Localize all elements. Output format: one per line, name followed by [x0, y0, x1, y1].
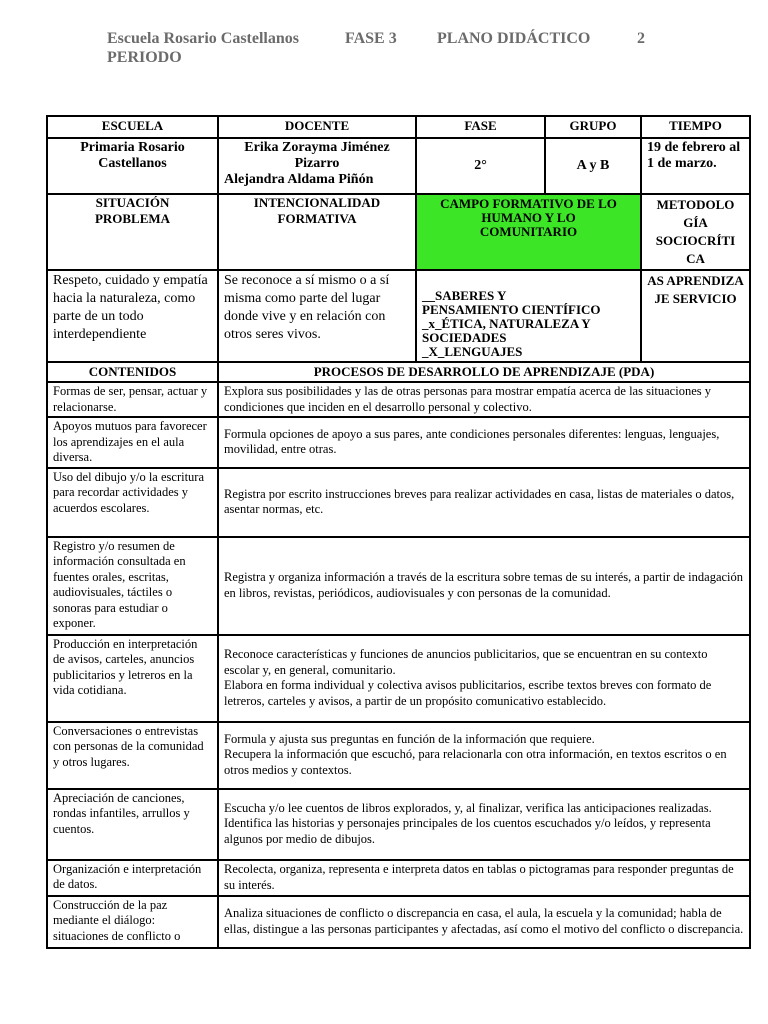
document-header [107, 29, 707, 67]
pda-text: Recolecta, organiza, representa e interpreta datos en tablas o pictogramas para responder preguntas de su interés. [224, 862, 734, 892]
value-docente [218, 138, 416, 194]
campo-pensamiento: PENSAMIENTO CIENTÍFICO [422, 302, 601, 317]
pda-cell [218, 468, 750, 537]
pda-text: Escucha y/o lee cuentos de libros explorados, y, al finalizar, verifica las anticipaciones realizadas. [224, 800, 712, 815]
pda-text: Analiza situaciones de conflicto o discrepancia en casa, el aula, la escuela y la comunidad; habla de ellas, distingue a las personas participantes y afectadas, así como el motivo del conflicto o discrepancia. [224, 906, 744, 936]
table-row [47, 896, 750, 948]
value-tiempo: 19 de febrero al 1 de marzo. [641, 138, 750, 194]
docente-2: Alejandra Aldama Piñón [224, 172, 374, 187]
header-plan: PLANO DIDÁCTICO [437, 30, 591, 47]
didactic-plan-table [46, 115, 751, 949]
header-tiempo: TIEMPO [641, 116, 750, 138]
header-fase: FASE [416, 116, 545, 138]
pda-cell [218, 860, 750, 896]
docente-1: Erika Zorayma Jiménez Pizarro [244, 140, 390, 171]
contenido-cell: Uso del dibujo y/o la escritura para recordar actividades y acuerdos escolares. [47, 468, 218, 537]
pda-cell [218, 537, 750, 635]
header-docente: DOCENTE [218, 116, 416, 138]
intencionalidad-header: INTENCIONALIDAD FORMATIVA [218, 194, 416, 270]
contenido-cell: Construcción de la paz mediante el diálogo: situaciones de conflicto o [47, 896, 218, 948]
contenido-cell: Producción en interpretación de avisos, carteles, anuncios publicitarios y letreros en la vida cotidiana. [47, 635, 218, 722]
contenido-cell: Formas de ser, pensar, actuar y relacionarse. [47, 382, 218, 417]
header-school: Escuela Rosario Castellanos [107, 30, 299, 47]
table-row [47, 537, 750, 635]
pda-text: Registra y organiza información a través de la escritura sobre temas de su interés, a partir de indagación en libros, revistas, periódicos, audiovisuales y con personas de la comunidad. [224, 570, 744, 600]
pda-text: Recupera la información que escuchó, para relacionarla con otra información, en textos escritos o en otros medios y contextos. [224, 747, 727, 777]
value-escuela: Primaria Rosario Castellanos [47, 138, 218, 194]
table-row [47, 722, 750, 789]
section-header-row [47, 194, 750, 270]
pda-text: Elabora en forma individual y colectiva avisos publicitarios, escribe textos breves con formato de letreros, carteles y avisos, a partir de un propósito comunicativo establecido. [224, 678, 712, 708]
header-phase: FASE 3 [345, 30, 397, 47]
table-header-row [47, 362, 750, 382]
pda-cell [218, 382, 750, 417]
pda-cell [218, 896, 750, 948]
header-number: 2 [637, 30, 645, 47]
table-row [47, 635, 750, 722]
table-row [47, 417, 750, 468]
campo-lenguajes: _X_LENGUAJES [422, 344, 523, 359]
pda-cell [218, 722, 750, 789]
contenido-cell: Apoyos mutuos para favorecer los aprendizajes en el aula diversa. [47, 417, 218, 468]
header-escuela: ESCUELA [47, 116, 218, 138]
table-row [47, 860, 750, 896]
header-period: PERIODO [107, 49, 182, 66]
table-row [47, 789, 750, 860]
campo-etica: _x_ÉTICA, NATURALEZA Y [422, 316, 591, 331]
pda-text: Explora sus posibilidades y las de otras personas para mostrar empatía acerca de las situaciones y condiciones que inciden en el desarrollo personal y colectivo. [224, 384, 711, 414]
metodologia-header: METODOLO GÍA SOCIOCRÍTI CA [641, 194, 750, 270]
table-row [47, 468, 750, 537]
table-row [47, 382, 750, 417]
pda-header: PROCESOS DE DESARROLLO DE APRENDIZAJE (PDA) [218, 362, 750, 382]
pda-text: Formula opciones de apoyo a sus pares, ante condiciones personales diferentes: lenguas, lenguajes, movilidad, entre otras. [224, 426, 720, 457]
contenido-cell: Organización e interpretación de datos. [47, 860, 218, 896]
pda-text: Formula y ajusta sus preguntas en función de la información que requiere. [224, 731, 595, 746]
info-value-row [47, 138, 750, 194]
pda-cell [218, 635, 750, 722]
pda-text: Identifica las historias y personajes principales de los cuentos escuchados y/o leídos, y representa algunos por medio de dibujos. [224, 816, 711, 846]
campos-formativos [416, 270, 641, 362]
content-rows [47, 382, 750, 948]
pda-cell [218, 417, 750, 468]
situacion-value: Respeto, cuidado y empatía hacia la naturaleza, como parte de un todo interdependiente [47, 270, 218, 362]
contenido-cell: Apreciación de canciones, rondas infantiles, arrullos y cuentos. [47, 789, 218, 860]
info-header-row [47, 116, 750, 138]
campo-saberes: __SABERES Y [422, 288, 507, 303]
campo-formativo-header: CAMPO FORMATIVO DE LO HUMANO Y LO COMUNITARIO [416, 194, 641, 270]
section-value-row [47, 270, 750, 362]
contenidos-header: CONTENIDOS [47, 362, 218, 382]
pda-text: Reconoce características y funciones de anuncios publicitarios, que se encuentran en su contexto escolar y, en general, comunitario. [224, 647, 708, 677]
situacion-header: SITUACIÓN PROBLEMA [47, 194, 218, 270]
metodologia-value: AS APRENDIZA JE SERVICIO [641, 270, 750, 362]
value-fase: 2° [416, 138, 545, 194]
value-grupo: A y B [545, 138, 641, 194]
contenido-cell: Conversaciones o entrevistas con personas de la comunidad y otros lugares. [47, 722, 218, 789]
header-grupo: GRUPO [545, 116, 641, 138]
contenido-cell: Registro y/o resumen de información consultada en fuentes orales, escritas, audiovisuales, táctiles o sonoras para estudiar o exponer. [47, 537, 218, 635]
intencionalidad-value: Se reconoce a sí mismo o a sí misma como parte del lugar donde vive y en relación con otros seres vivos. [218, 270, 416, 362]
pda-cell [218, 789, 750, 860]
pda-text: Registra por escrito instrucciones breves para realizar actividades en casa, listas de materiales o datos, asentar normas, etc. [224, 486, 735, 516]
campo-sociedades: SOCIEDADES [422, 330, 507, 345]
